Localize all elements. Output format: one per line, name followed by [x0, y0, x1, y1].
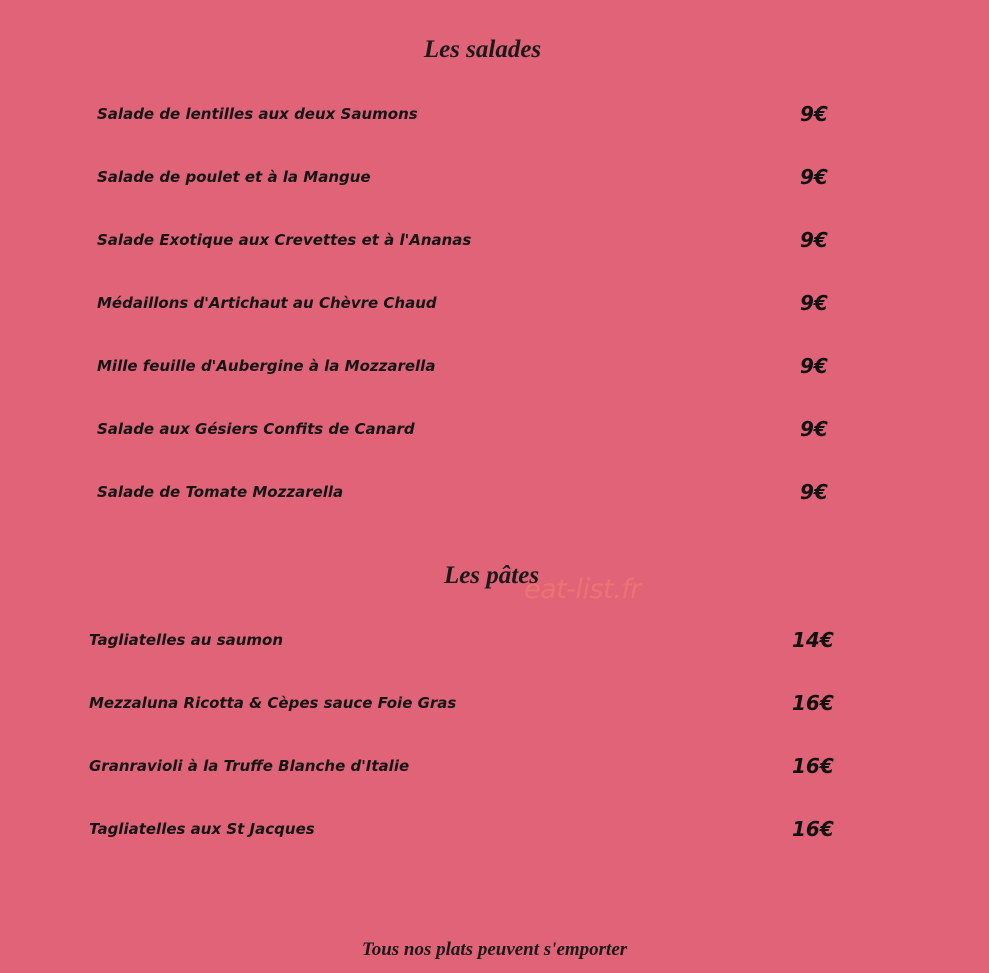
menu-item-price: 9€ [800, 417, 828, 441]
menu-item-name: Tagliatelles aux St Jacques [89, 820, 315, 838]
menu-item-price: 14€ [792, 628, 834, 652]
menu-item-name: Salade de Tomate Mozzarella [97, 483, 344, 501]
footer-note: Tous nos plats peuvent s'emporter [361, 939, 628, 960]
menu-item-name: Granravioli à la Truffe Blanche d'Italie [89, 757, 410, 775]
menu-item-name: Mezzaluna Ricotta & Cèpes sauce Foie Gras [89, 694, 457, 712]
watermark: eat-list.fr [524, 574, 641, 605]
menu-item-price: 16€ [792, 817, 834, 841]
menu-item-price: 9€ [800, 291, 828, 315]
menu-item-name: Tagliatelles au saumon [89, 631, 284, 649]
menu-item-name: Mille feuille d'Aubergine à la Mozzarella [97, 357, 436, 375]
menu-item-name: Salade de lentilles aux deux Saumons [97, 105, 418, 123]
menu-item-name: Salade aux Gésiers Confits de Canard [97, 420, 415, 438]
menu-item-price: 16€ [792, 691, 834, 715]
menu-item-price: 16€ [792, 754, 834, 778]
menu-item-name: Salade Exotique aux Crevettes et à l'Ananas [97, 231, 472, 249]
menu-item-name: Médaillons d'Artichaut au Chèvre Chaud [97, 294, 437, 312]
menu-item-name: Salade de poulet et à la Mangue [97, 168, 371, 186]
menu-item-price: 9€ [800, 102, 828, 126]
section-title-salades: Les salades [423, 36, 542, 63]
menu-item-price: 9€ [800, 354, 828, 378]
menu-item-price: 9€ [800, 228, 828, 252]
menu-item-price: 9€ [800, 165, 828, 189]
section-title-pates: Les pâtes [443, 562, 540, 589]
menu-item-price: 9€ [800, 480, 828, 504]
